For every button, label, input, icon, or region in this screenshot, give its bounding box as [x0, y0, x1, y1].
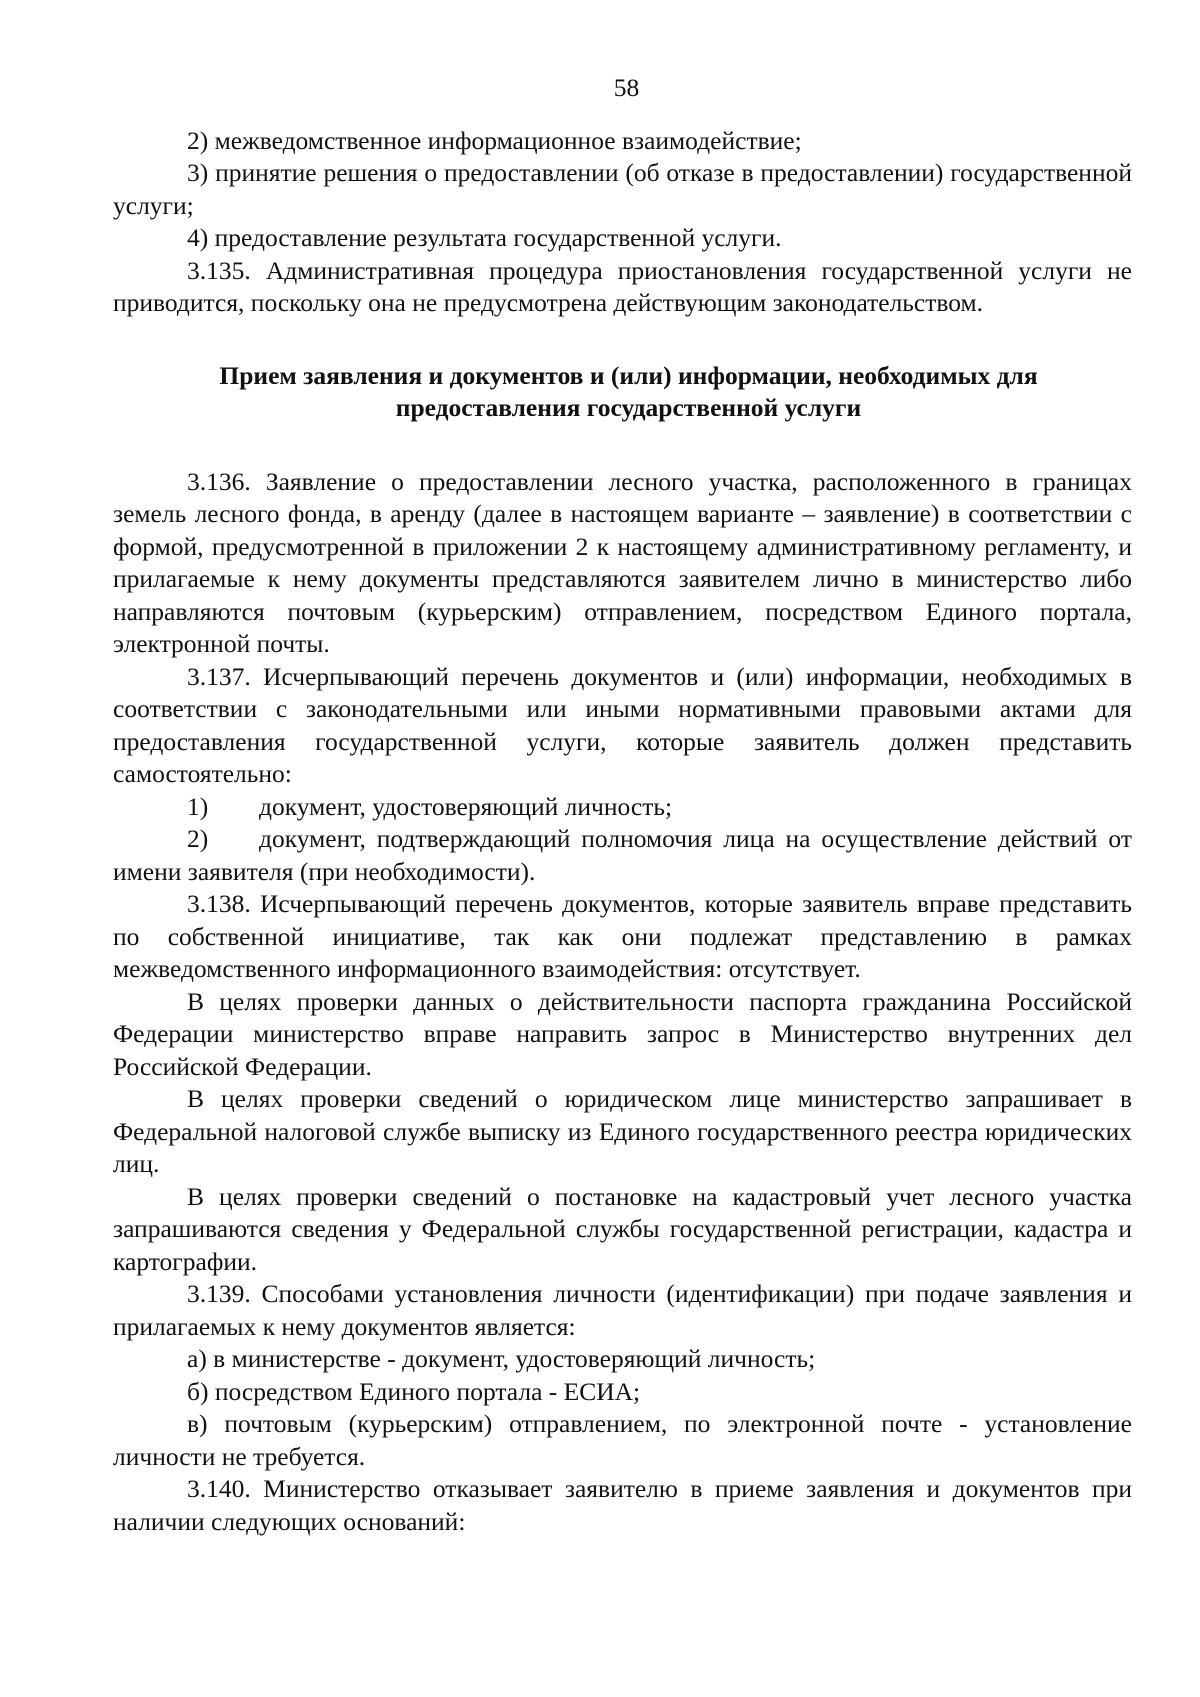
paragraph-3-136: 3.136. Заявление о предоставлении лесного участка, расположенного в границах земель лесного фонда, в аренду (далее в настоящем варианте – заявление) в соответствии с формой, предусмотренной в приложении 2 к настоящему административному регламенту, и прилагаемые к нему документы представляются заявителем лично в министерство либо направляются почтовым (курьерским) отправлением, посредством Единого портала, электронной почты. [113, 466, 1132, 658]
paragraph-3-135: 3.135. Административная процедура приостановления государственной услуги не приводится, поскольку она не предусмотрена действующим законодательством. [113, 255, 1132, 317]
list-item-number: 1) [187, 791, 209, 821]
section-heading-line-1: Прием заявления и документов и (или) информации, необходимых для [219, 360, 1038, 390]
required-doc-item [113, 791, 1132, 824]
list-item-number: 2) [187, 824, 209, 853]
paragraph-3-140: 3.140. Министерство отказывает заявителю в приеме заявления и документов при наличии следующих оснований: [113, 1474, 1132, 1536]
paragraph-step-3: 3) принятие решения о предоставлении (об отказе в предоставлении) государственной услуги; [113, 158, 1132, 220]
list-item-text: документ, удостоверяющий личность; [259, 791, 673, 821]
paragraph-step-2: 2) межведомственное информационное взаимодействие; [187, 125, 802, 155]
paragraph-passport-check: В целях проверки данных о действительности паспорта гражданина Российской Федерации министерство вправе направить запрос в Министерство внутренних дел Российской Федерации. [113, 986, 1132, 1081]
section-heading-line-2: предоставления государственной услуги [395, 393, 862, 422]
paragraph-3-138: 3.138. Исчерпывающий перечень документов, которые заявитель вправе представить по собственной инициативе, так как они подлежат представлению в рамках межведомственного информационного взаимодействия: отсутствует. [113, 889, 1132, 983]
paragraph-step-4: 4) предоставление результата государственной услуги. [187, 223, 782, 252]
identification-item-b: б) посредством Единого портала - ЕСИА; [187, 1376, 641, 1406]
identification-item-c: в) почтовым (курьерским) отправлением, по электронной почте - установление личности не требуется. [113, 1409, 1132, 1471]
section-heading [113, 360, 1132, 425]
paragraph-3-139: 3.139. Способами установления личности (идентификации) при подаче заявления и прилагаемых к нему документов является: [113, 1279, 1132, 1341]
list-item-text: документ, подтверждающий полномочия лица на осуществление действий от имени заявителя (при необходимости). [113, 824, 1132, 886]
page-number: 58 [613, 73, 640, 102]
paragraph-legal-entity-check: В целях проверки сведений о юридическом лице министерство запрашивает в Федеральной налоговой службе выписку из Единого государственного реестра юридических лиц. [113, 1084, 1132, 1178]
paragraph-cadastral-check: В целях проверки сведений о постановке на кадастровый учет лесного участка запрашиваются сведения у Федеральной службы государственной регистрации, кадастра и картографии. [113, 1181, 1132, 1276]
identification-item-a: а) в министерстве - документ, удостоверяющий личность; [187, 1344, 816, 1373]
required-doc-item [113, 823, 1132, 888]
paragraph-3-137: 3.137. Исчерпывающий перечень документов и (или) информации, необходимых в соответствии с законодательными или иными нормативными правовыми актами для предоставления государственной услуги, которые заявитель должен представить самостоятельно: [113, 661, 1132, 788]
